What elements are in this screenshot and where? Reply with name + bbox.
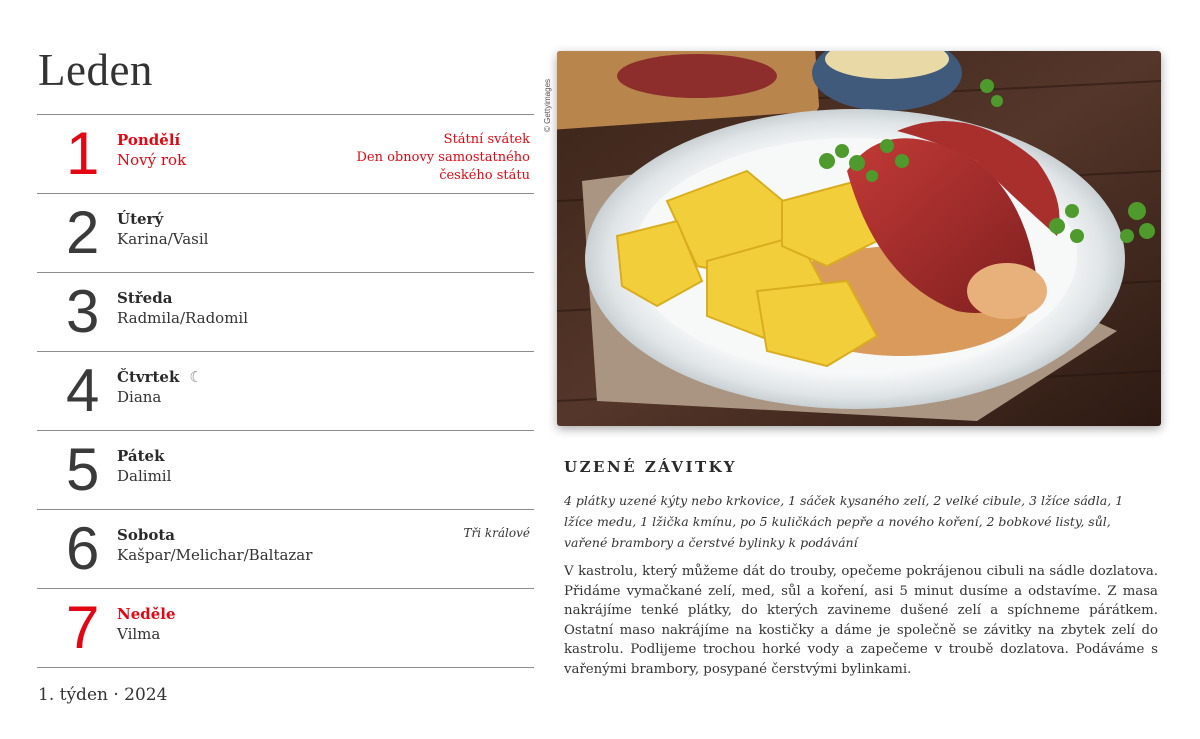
day-row-7 (37, 588, 534, 668)
holiday-line: Den obnovy samostatného (356, 150, 530, 165)
day-number: 5 (66, 436, 100, 503)
day-name-wrap (117, 368, 203, 386)
day-name: Pondělí (117, 131, 181, 149)
day-name: Neděle (117, 605, 176, 623)
day-row-2 (37, 193, 534, 272)
day-number: 3 (66, 278, 100, 345)
day-name: Pátek (117, 447, 165, 465)
recipe-photo-illustration (557, 51, 1161, 426)
name-day: Diana (117, 388, 162, 406)
name-day: Karina/Vasil (117, 230, 209, 248)
day-list (37, 114, 534, 668)
day-row-1 (37, 114, 534, 193)
day-number: 2 (66, 199, 100, 266)
recipe-title: UZENÉ ZÁVITKY (564, 458, 737, 476)
day-name: Úterý (117, 210, 164, 228)
holiday-line: Státní svátek (443, 132, 530, 147)
day-row-5 (37, 430, 534, 509)
day-row-4 (37, 351, 534, 430)
recipe-ingredients: 4 plátky uzené kýty nebo krkovice, 1 sáček kysaného zelí, 2 velké cibule, 3 lžíce sádla, 1 lžíce medu, 1 lžička kmínu, po 5 kuličkách pepře a nového koření, 2 bobkové listy, sůl, vařené brambory a čerstvé bylinky k podávání (564, 493, 1124, 550)
name-day: Vilma (117, 625, 161, 643)
photo-credit-text: © Gettyimages (543, 78, 552, 132)
name-day: Kašpar/Melichar/Baltazar (117, 546, 313, 564)
day-number: 1 (66, 120, 100, 187)
day-name: Sobota (117, 526, 175, 544)
name-day: Nový rok (117, 151, 187, 169)
day-number: 6 (66, 515, 100, 582)
day-note: Tři králové (463, 526, 530, 540)
holiday-line: českého státu (439, 168, 530, 183)
day-number: 4 (66, 357, 100, 424)
name-day: Radmila/Radomil (117, 309, 249, 327)
photo-credit (543, 52, 553, 142)
recipe-photo (557, 51, 1161, 426)
day-name: Čtvrtek (117, 368, 180, 386)
recipe-method: V kastrolu, který můžeme dát do trouby, opečeme pokrájenou cibuli na sádle dozlatova. Přidáme vymačkané zelí, med, sůl a koření, asi 5 minut dusíme a odstavíme. Z masa nakrájíme tenké plátky, do kterých zavineme dušené zelí a spíchneme párátkem. Ostatní maso nakrájíme na kostičky a dáme je společně se závitky na zbytek zelí do kastrolu. Podlijeme trochou horké vody a zapečeme v troubě dozlatova. Podáváme s vařenými brambory, posypané čerstvými bylinkami. (564, 564, 1158, 677)
week-label: 1. týden · 2024 (38, 685, 168, 705)
month-title: Leden (38, 45, 153, 95)
day-number: 7 (66, 594, 100, 661)
name-day: Dalimil (117, 467, 172, 485)
day-name: Středa (117, 289, 173, 307)
day-row-6 (37, 509, 534, 588)
day-row-3 (37, 272, 534, 351)
holiday-label (356, 131, 530, 185)
moon-phase-icon: ☾ (189, 368, 203, 386)
